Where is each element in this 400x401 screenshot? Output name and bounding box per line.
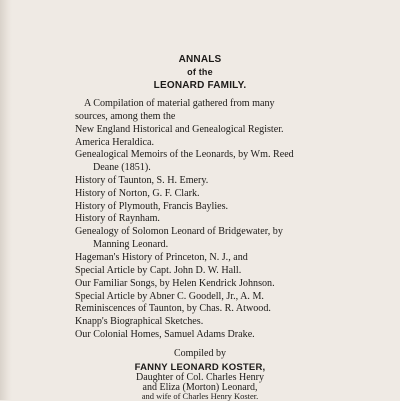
title-family: LEONARD FAMILY. bbox=[153, 80, 247, 91]
source-line: New England Historical and Genealogical Register. bbox=[75, 124, 284, 135]
source-line: Deane (1851). bbox=[93, 162, 151, 173]
intro-line: sources, among them the bbox=[75, 111, 176, 122]
compiler-description-line: and wife of Charles Henry Koster. bbox=[141, 391, 259, 401]
source-line: Genealogy of Solomon Leonard of Bridgewater, by bbox=[75, 226, 283, 237]
source-line: Genealogical Memoirs of the Leonards, by Wm. Reed bbox=[75, 149, 294, 160]
source-line: Manning Leonard. bbox=[93, 239, 169, 250]
source-line: Our Colonial Homes, Samuel Adams Drake. bbox=[75, 329, 255, 340]
source-line: America Heraldica. bbox=[75, 137, 155, 148]
source-line: Special Article by Abner C. Goodell, Jr., A. M. bbox=[75, 291, 264, 302]
source-line: Our Familiar Songs, by Helen Kendrick Johnson. bbox=[75, 278, 275, 289]
source-line: Special Article by Capt. John D. W. Hall. bbox=[75, 265, 242, 276]
source-line: History of Norton, G. F. Clark. bbox=[75, 188, 200, 199]
source-line: Knapp's Biographical Sketches. bbox=[75, 316, 204, 327]
title-of-the: of the bbox=[187, 67, 213, 77]
intro-line: A Compilation of material gathered from many bbox=[84, 98, 275, 109]
source-line: Hageman's History of Princeton, N. J., and bbox=[75, 252, 248, 263]
page-title: ANNALS bbox=[178, 54, 222, 65]
compiled-by-label: Compiled by bbox=[174, 348, 226, 359]
source-line: History of Plymouth, Francis Baylies. bbox=[75, 201, 229, 212]
compiler-name: FANNY LEONARD KOSTER, bbox=[134, 362, 266, 373]
source-line: History of Taunton, S. H. Emery. bbox=[75, 175, 209, 186]
compiler-description-line: Daughter of Col. Charles Henry bbox=[135, 372, 265, 383]
compiler-description-line: and Eliza (Morton) Leonard, bbox=[142, 382, 258, 393]
source-line: Reminiscences of Taunton, by Chas. R. Atwood. bbox=[75, 303, 271, 314]
source-line: History of Raynham. bbox=[75, 213, 160, 224]
